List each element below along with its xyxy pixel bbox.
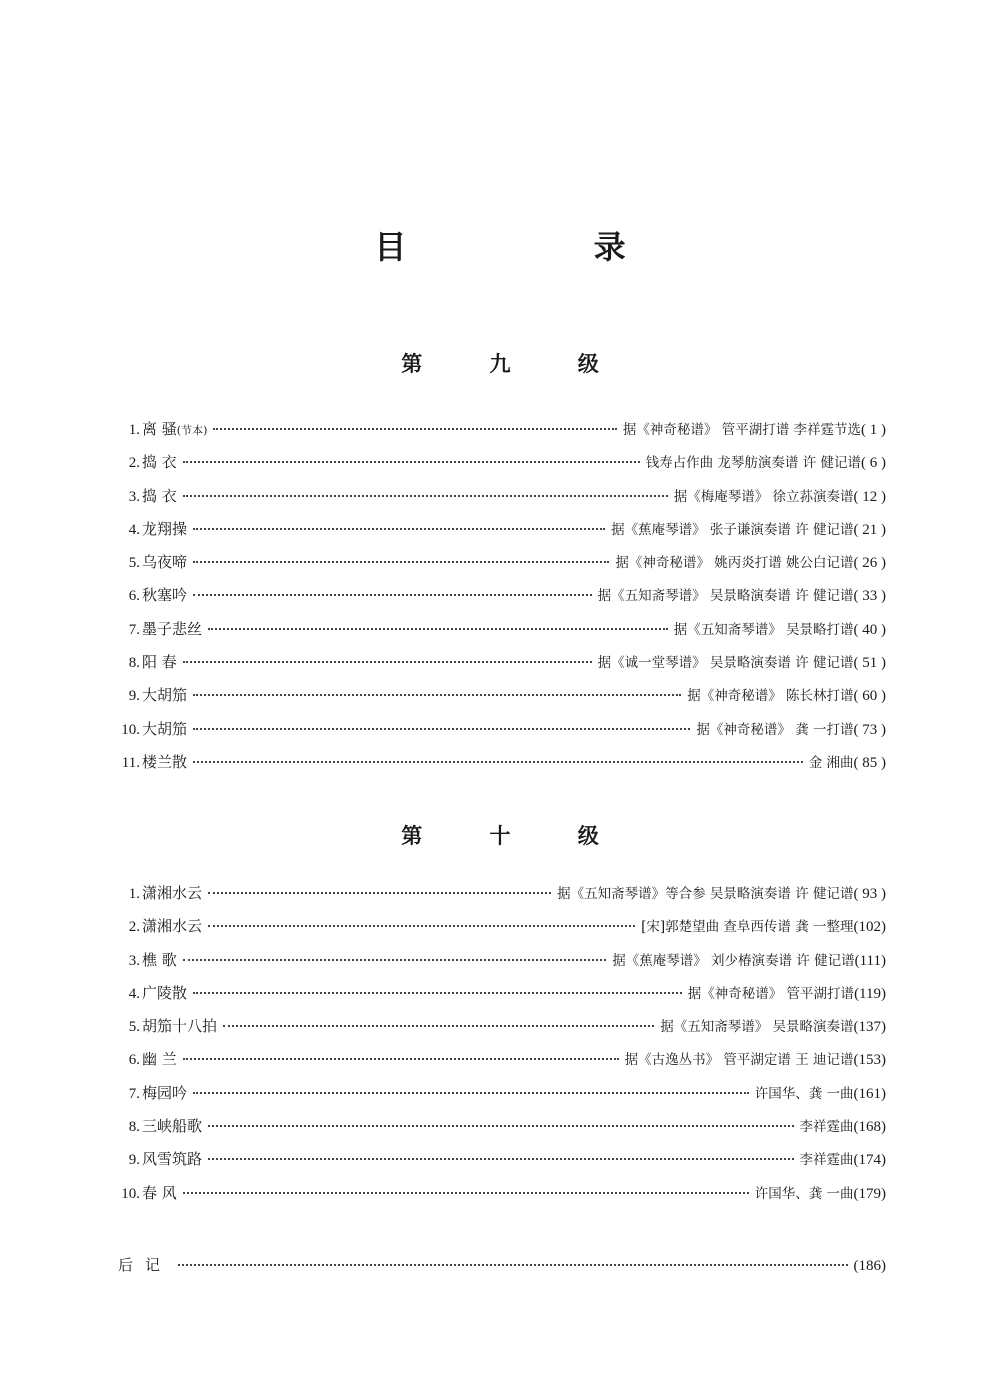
toc-entry[interactable] (114, 618, 886, 651)
toc-entry[interactable] (114, 1182, 886, 1215)
entry-credit: 据《五知斋琴谱》 吴景略打谱 (673, 621, 854, 638)
entry-credit: 据《古逸丛书》 管平湖定谱 王 迪记谱 (624, 1052, 854, 1069)
entry-title: 樵 歌 (142, 950, 177, 969)
dot-leader (183, 959, 606, 961)
toc-entry[interactable] (114, 1115, 886, 1148)
dot-leader (178, 1264, 847, 1266)
entry-title: 潇湘水云 (142, 917, 203, 936)
page-number: (186) (853, 1258, 886, 1274)
entry-title: 春 风 (142, 1183, 177, 1202)
dot-leader (193, 561, 609, 563)
entry-number: 3. (128, 952, 140, 969)
entry-number: 9. (128, 1152, 140, 1169)
dot-leader (193, 528, 605, 530)
entry-title: 胡笳十八拍 (142, 1017, 218, 1036)
entry-number: 1. (128, 422, 140, 438)
dot-leader (208, 628, 668, 630)
toc-entry[interactable] (114, 915, 886, 948)
entry-number: 4. (128, 985, 140, 1002)
dot-leader (223, 1025, 654, 1027)
page-number: ( 21 ) (853, 521, 886, 538)
dot-leader (208, 925, 635, 927)
page-number: ( 1 ) (861, 422, 886, 438)
entry-credit: 据《神奇秘谱》 管平湖打谱 (687, 985, 855, 1002)
afterword-title: 后记 (118, 1256, 173, 1274)
toc-list-level-9 (114, 418, 886, 784)
entry-number: 11. (121, 754, 140, 771)
entry-credit: 据《五知斋琴谱》 吴景略演奏谱 许 健记谱 (597, 588, 854, 605)
dot-leader (193, 761, 803, 763)
entry-title: 楼兰散 (142, 752, 188, 771)
entry-number: 2. (128, 455, 140, 472)
dot-leader (183, 661, 592, 663)
section-heading-level-9: 第 九 级 (401, 352, 629, 376)
dot-leader (193, 694, 681, 696)
entry-number: 1. (128, 886, 140, 902)
toc-entry[interactable] (114, 718, 886, 751)
page-number: (179) (853, 1185, 886, 1202)
dot-leader (208, 1158, 793, 1160)
entry-number: 4. (128, 521, 140, 538)
entry-number: 6. (128, 1052, 140, 1069)
entry-number: 5. (128, 555, 140, 572)
entry-credit: [宋]郭楚望曲 查阜西传谱 龚 一整理 (641, 919, 854, 936)
entry-number: 7. (128, 621, 140, 638)
page-number: (119) (854, 985, 886, 1002)
entry-title: 乌夜啼 (142, 553, 188, 572)
toc-entry[interactable] (114, 1015, 886, 1048)
entry-title: 风雪筑路 (142, 1150, 203, 1169)
toc-entry[interactable] (114, 485, 886, 518)
page-title: 目 录 (374, 228, 714, 266)
entry-title: 捣 衣 (142, 453, 177, 472)
dot-leader (183, 1192, 749, 1194)
entry-number: 8. (128, 655, 140, 672)
entry-credit: 据《诚一堂琴谱》 吴景略演奏谱 许 健记谱 (597, 655, 854, 672)
entry-credit: 许国华、龚 一曲 (754, 1185, 854, 1202)
page-number: ( 40 ) (853, 621, 886, 638)
dot-leader (193, 594, 592, 596)
entry-number: 9. (128, 688, 140, 705)
toc-entry[interactable] (114, 684, 886, 717)
page-number: ( 12 ) (853, 488, 886, 505)
entry-credit: 据《蕉庵琴谱》 张子谦演奏谱 许 健记谱 (611, 521, 854, 538)
toc-entry[interactable] (114, 451, 886, 484)
entry-title: 秋塞吟 (142, 586, 188, 605)
page-number: ( 60 ) (853, 688, 886, 705)
entry-number: 5. (128, 1019, 140, 1036)
dot-leader (183, 495, 668, 497)
entry-credit: 据《神奇秘谱》 龚 一打谱 (696, 721, 854, 738)
entry-credit: 据《梅庵琴谱》 徐立荪演奏谱 (673, 488, 854, 505)
toc-entry[interactable] (114, 751, 886, 784)
dot-leader (183, 1058, 619, 1060)
entry-title: 大胡笳 (142, 719, 188, 738)
entry-number: 8. (128, 1119, 140, 1136)
toc-entry[interactable] (114, 882, 886, 915)
entry-credit: 据《神奇秘谱》 管平湖打谱 李祥霆节选 (622, 422, 861, 438)
dot-leader (193, 728, 690, 730)
toc-entry[interactable] (114, 551, 886, 584)
page-number: ( 6 ) (861, 455, 886, 472)
toc-entry[interactable] (114, 1148, 886, 1181)
dot-leader (193, 992, 682, 994)
entry-number: 10. (121, 1185, 140, 1202)
entry-number: 7. (128, 1085, 140, 1102)
page-number: (174) (853, 1152, 886, 1169)
entry-note: (节本) (176, 424, 208, 437)
page-number: (168) (853, 1119, 886, 1136)
entry-title: 阳 春 (142, 653, 177, 672)
toc-entry-afterword[interactable] (116, 1254, 886, 1275)
entry-credit: 李祥霆曲 (799, 1119, 854, 1136)
entry-credit: 据《神奇秘谱》 姚丙炎打谱 姚公白记谱 (615, 555, 854, 572)
entry-credit: 钱寿占作曲 龙琴舫演奏谱 许 健记谱 (645, 455, 861, 472)
dot-leader (193, 1092, 749, 1094)
entry-number: 2. (128, 919, 140, 936)
entry-title: 墨子悲丝 (142, 619, 203, 638)
entry-number: 6. (128, 588, 140, 605)
toc-entry[interactable] (114, 949, 886, 982)
dot-leader (213, 428, 617, 430)
entry-credit: 许国华、龚 一曲 (754, 1085, 854, 1102)
dot-leader (208, 892, 551, 894)
page-number: ( 33 ) (853, 588, 886, 605)
entry-credit: 金 湘曲 (808, 754, 854, 771)
toc-entry[interactable] (114, 1048, 886, 1081)
toc-entry[interactable] (114, 1082, 886, 1115)
page-number: (111) (854, 952, 886, 969)
entry-credit: 据《蕉庵琴谱》 刘少椿演奏谱 许 健记谱 (612, 952, 855, 969)
entry-credit: 李祥霆曲 (799, 1152, 854, 1169)
entry-number: 10. (121, 721, 140, 738)
entry-title: 捣 衣 (142, 486, 177, 505)
entry-title: 三峡船歌 (142, 1117, 203, 1136)
entry-credit: 据《五知斋琴谱》 吴景略演奏谱 (660, 1019, 854, 1036)
page-number: ( 73 ) (853, 721, 886, 738)
entry-title: 大胡笳 (142, 686, 188, 705)
toc-entry[interactable] (114, 518, 886, 551)
toc-list-level-10 (114, 882, 886, 1215)
page-number: (102) (853, 919, 886, 936)
toc-entry[interactable] (114, 584, 886, 617)
page-number: (161) (853, 1085, 886, 1102)
entry-title: 离 骚 (142, 420, 177, 438)
entry-credit: 据《神奇秘谱》 陈长林打谱 (687, 688, 854, 705)
page-number: ( 26 ) (853, 555, 886, 572)
toc-entry[interactable] (114, 651, 886, 684)
toc-entry[interactable] (114, 418, 886, 451)
entry-title: 幽 兰 (142, 1050, 177, 1069)
entry-title: 梅园吟 (142, 1083, 188, 1102)
entry-title: 广陵散 (142, 983, 188, 1002)
entry-number: 3. (128, 488, 140, 505)
page-number: ( 51 ) (853, 655, 886, 672)
toc-entry[interactable] (114, 982, 886, 1015)
dot-leader (183, 461, 640, 463)
page-number: (137) (853, 1019, 886, 1036)
entry-credit: 据《五知斋琴谱》等合参 吴景略演奏谱 许 健记谱 (557, 886, 854, 902)
page-number: ( 93 ) (853, 886, 886, 902)
section-heading-level-10: 第 十 级 (401, 824, 629, 848)
entry-title: 潇湘水云 (142, 884, 203, 902)
entry-title: 龙翔操 (142, 519, 188, 538)
page-number: (153) (853, 1052, 886, 1069)
dot-leader (208, 1125, 793, 1127)
page-number: ( 85 ) (853, 754, 886, 771)
